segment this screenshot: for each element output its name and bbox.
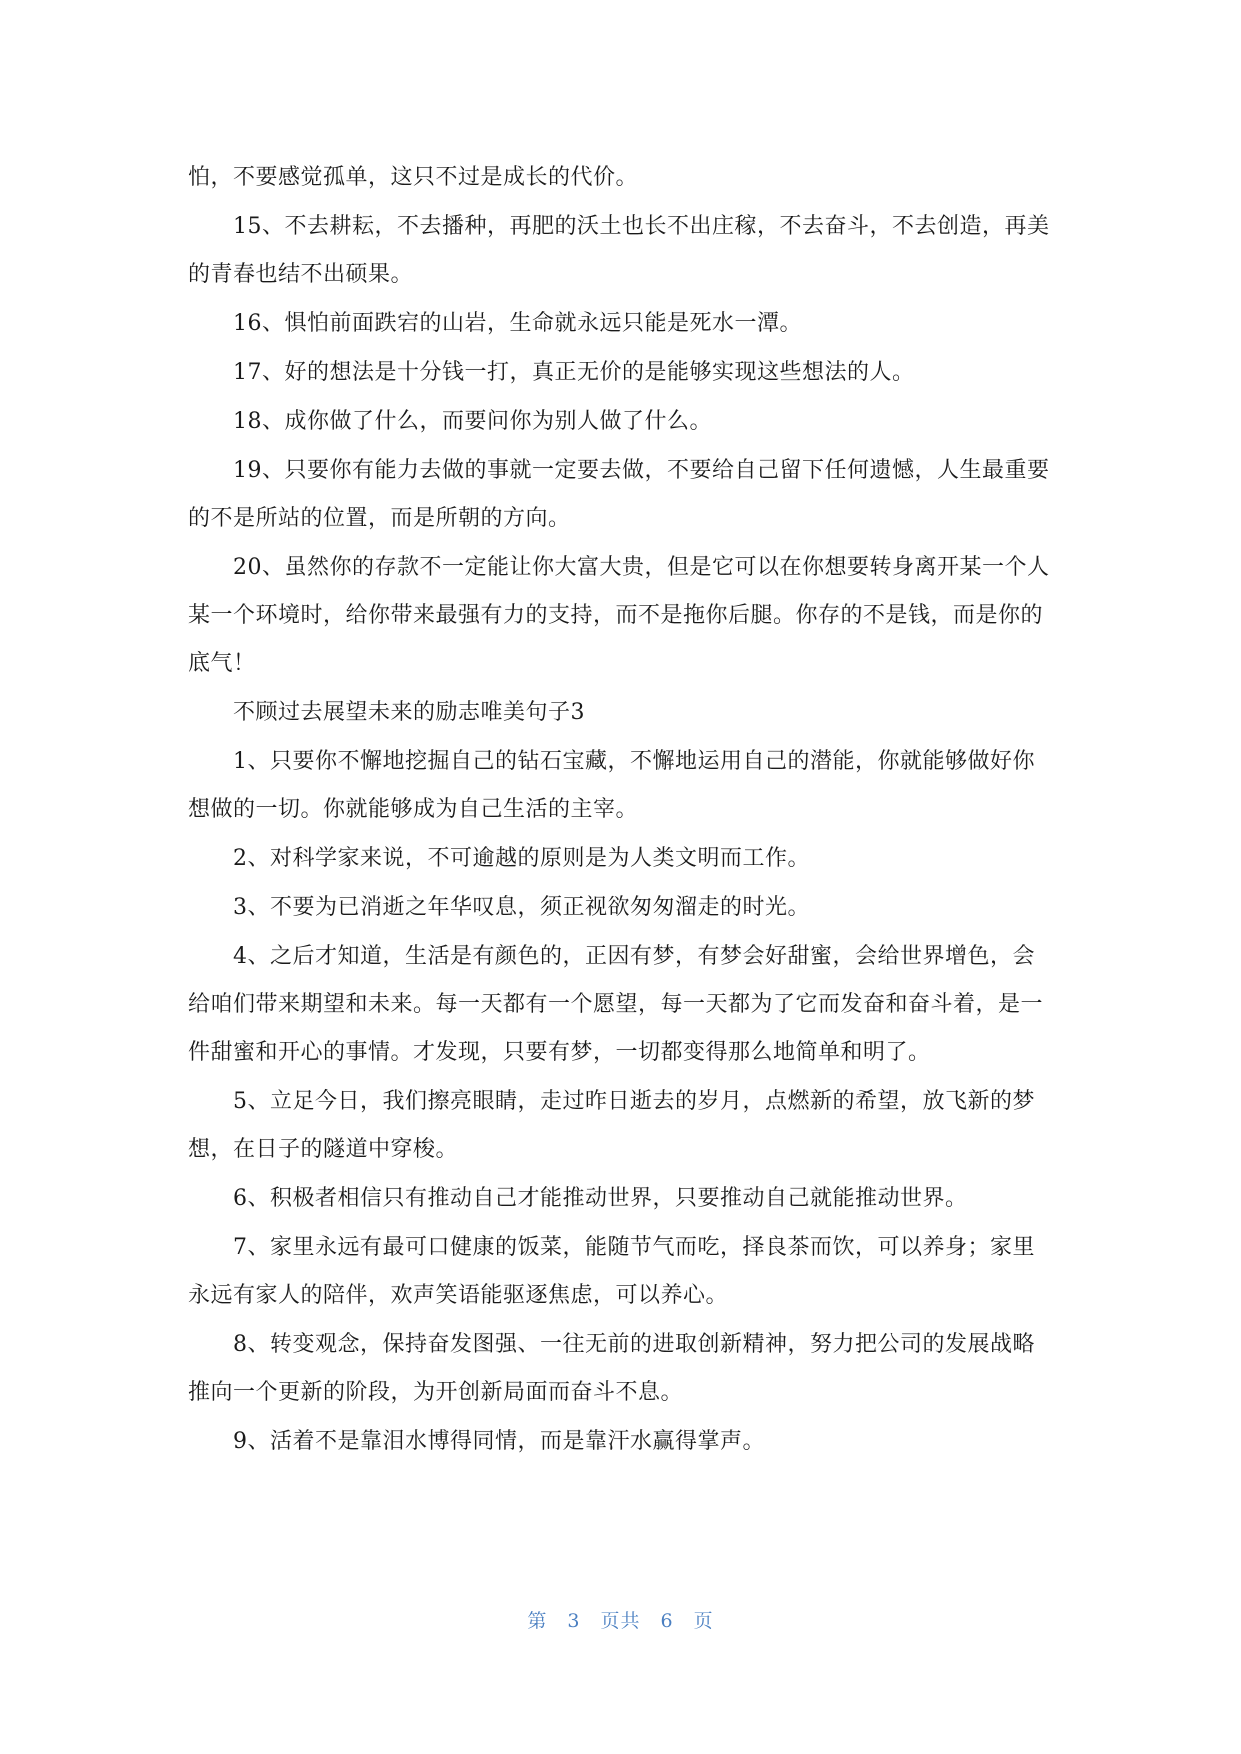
paragraph-item-9: 9、活着不是靠泪水博得同情，而是靠汗水赢得掌声。 — [233, 1429, 765, 1454]
paragraph-item-6: 6、积极者相信只有推动自己才能推动世界，只要推动自己就能推动世界。 — [233, 1186, 968, 1211]
paragraph-item-15: 15、不去耕耘，不去播种，再肥的沃土也长不出庄稼，不去奋斗，不去创造，再美的青春也结不出硕果。 — [188, 214, 1050, 287]
paragraph-item-19: 19、只要你有能力去做的事就一定要去做，不要给自己留下任何遗憾，人生最重要的不是所站的位置，而是所朝的方向。 — [188, 458, 1050, 531]
paragraph-item-17: 17、好的想法是十分钱一打，真正无价的是能够实现这些想法的人。 — [233, 360, 915, 385]
document-body — [188, 154, 1056, 1467]
paragraph-item-5: 5、立足今日，我们擦亮眼睛，走过昨日逝去的岁月，点燃新的希望，放飞新的梦想，在日子的隧道中穿梭。 — [188, 1089, 1035, 1162]
paragraph-item-18: 18、成你做了什么，而要问你为别人做了什么。 — [233, 409, 712, 434]
paragraph-item-4: 4、之后才知道，生活是有颜色的，正因有梦，有梦会好甜蜜，会给世界增色，会给咱们带来期望和未来。每一天都有一个愿望，每一天都为了它而发奋和奋斗着，是一件甜蜜和开心的事情。才发现，只要有梦，一切都变得那么地简单和明了。 — [188, 944, 1044, 1065]
paragraph-item-8: 8、转变观念，保持奋发图强、一往无前的进取创新精神，努力把公司的发展战略推向一个更新的阶段，为开创新局面而奋斗不息。 — [188, 1332, 1035, 1405]
paragraph-continuation: 怕，不要感觉孤单，这只不过是成长的代价。 — [188, 165, 639, 190]
paragraph-item-7: 7、家里永远有最可口健康的饭菜，能随节气而吃，择良茶而饮，可以养身；家里永远有家人的陪伴，欢声笑语能驱逐焦虑，可以养心。 — [188, 1235, 1035, 1308]
paragraph-item-20: 20、虽然你的存款不一定能让你大富大贵，但是它可以在你想要转身离开某一个人某一个环境时，给你带来最强有力的支持，而不是拖你后腿。你存的不是钱，而是你的底气！ — [188, 555, 1050, 676]
paragraph-item-1: 1、只要你不懈地挖掘自己的钻石宝藏，不懈地运用自己的潜能，你就能够做好你想做的一切。你就能够成为自己生活的主宰。 — [188, 749, 1035, 822]
footer-current-page: 3 — [567, 1610, 581, 1632]
section-heading: 不顾过去展望未来的励志唯美句子3 — [233, 700, 585, 725]
paragraph-item-2: 2、对科学家来说，不可逾越的原则是为人类文明而工作。 — [233, 846, 810, 871]
footer-label-suffix: 页 — [693, 1610, 714, 1632]
paragraph-item-16: 16、惧怕前面跌宕的山岩，生命就永远只能是死水一潭。 — [233, 311, 802, 336]
page-footer — [0, 1606, 1241, 1633]
paragraph-item-3: 3、不要为已消逝之年华叹息，须正视欲匆匆溜走的时光。 — [233, 895, 810, 920]
footer-total-pages: 6 — [660, 1610, 674, 1632]
footer-label-prefix: 第 — [527, 1610, 548, 1632]
footer-label-middle: 页共 — [600, 1610, 641, 1632]
